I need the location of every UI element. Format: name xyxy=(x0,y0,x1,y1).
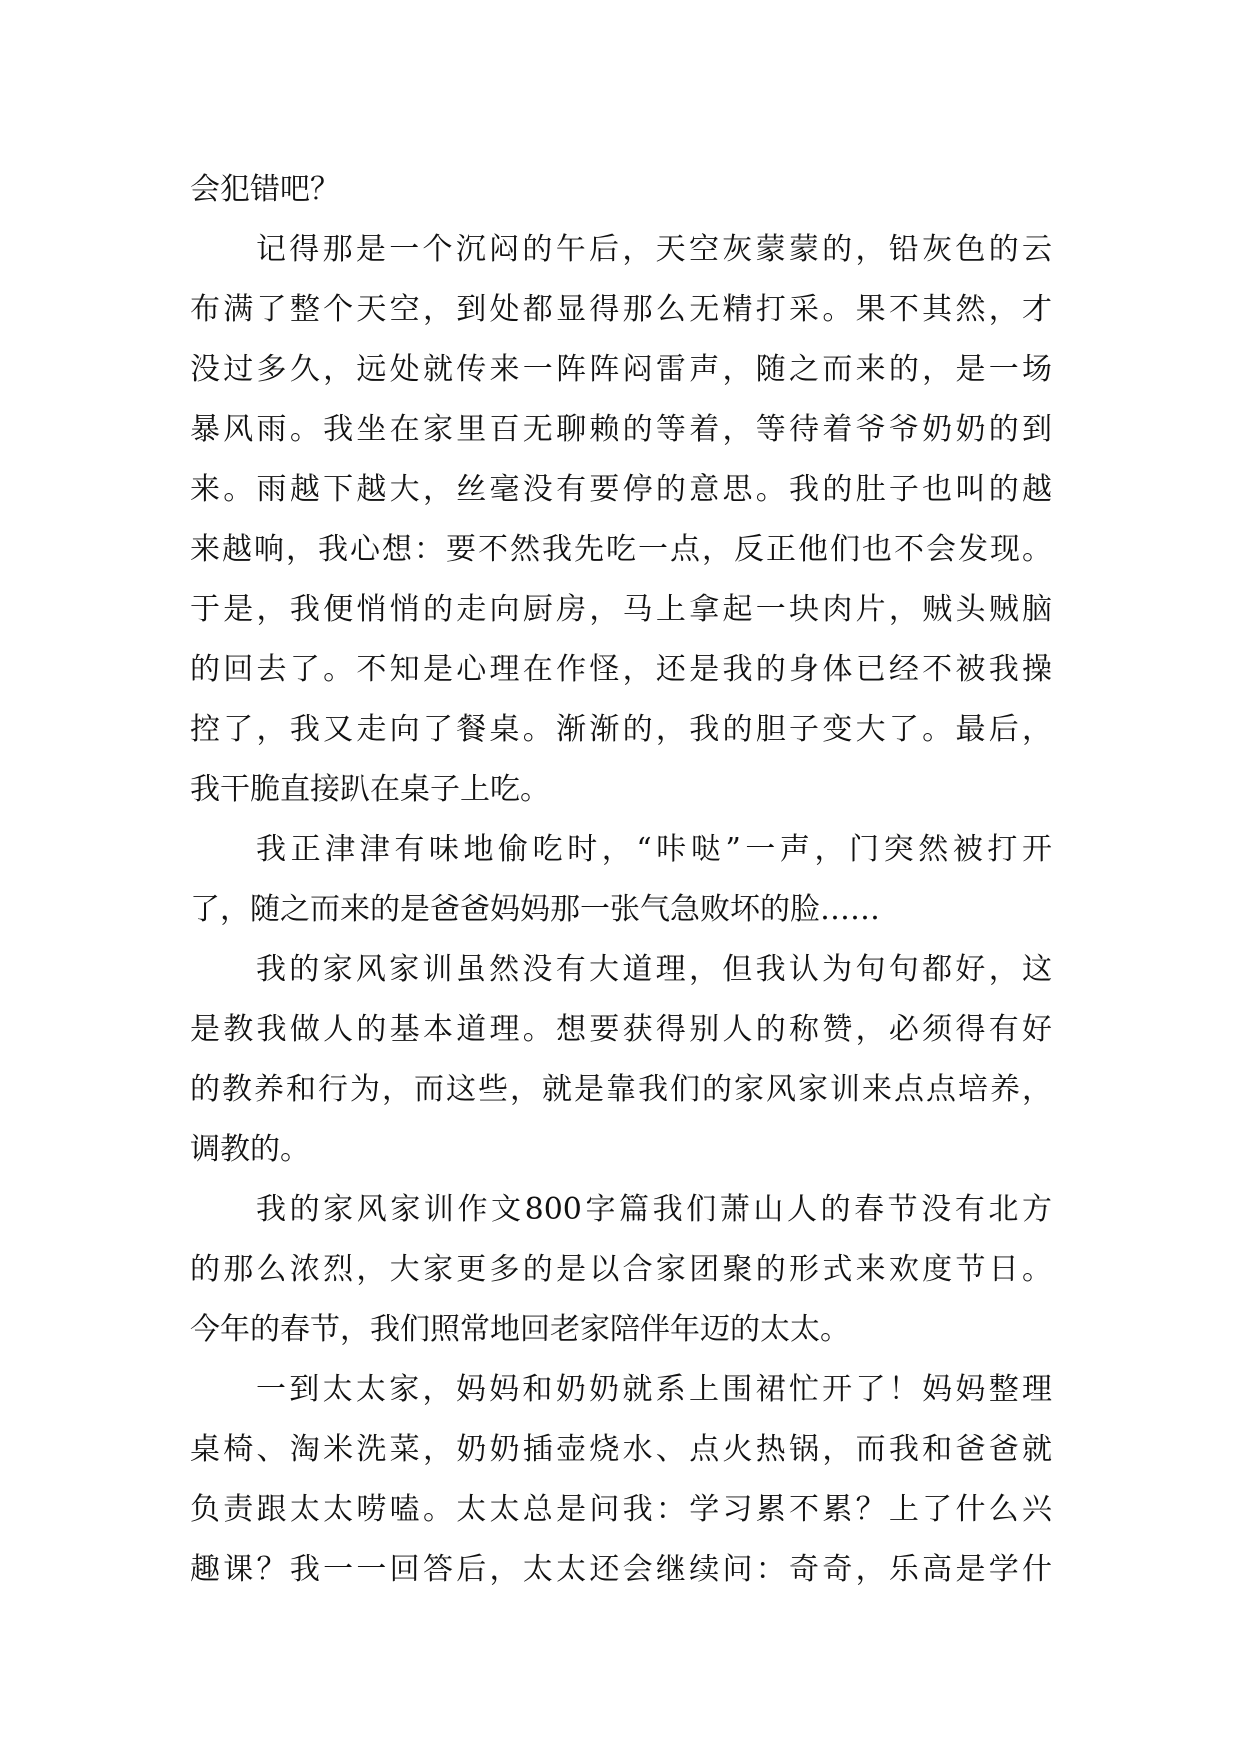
text-line: 的那么浓烈，大家更多的是以合家团聚的形式来欢度节日。 xyxy=(190,1252,1052,1287)
text-line: 布满了整个天空，到处都显得那么无精打采。果不其然，才 xyxy=(190,292,1052,327)
text-line: 调教的。 xyxy=(190,1132,310,1167)
text-line: 会犯错吧？ xyxy=(190,172,340,207)
text-line: 于是，我便悄悄的走向厨房，马上拿起一块肉片，贼头贼脑 xyxy=(190,592,1052,627)
paragraph-start-line: 我正津津有味地偷吃时，“咔哒”一声，门突然被打开 xyxy=(256,832,1052,867)
text-line: 来越响，我心想：要不然我先吃一点，反正他们也不会发现。 xyxy=(190,532,1052,567)
text-line: 暴风雨。我坐在家里百无聊赖的等着，等待着爷爷奶奶的到 xyxy=(190,412,1052,447)
text-line: 今年的春节，我们照常地回老家陪伴年迈的太太。 xyxy=(190,1312,850,1347)
document-body xyxy=(190,160,1052,1600)
paragraph-start-line: 记得那是一个沉闷的午后，天空灰蒙蒙的，铅灰色的云 xyxy=(256,232,1052,267)
paragraph-start-line: 一到太太家，妈妈和奶奶就系上围裙忙开了！妈妈整理 xyxy=(256,1372,1052,1407)
paragraph-start-line: 我的家风家训作文800字篇我们萧山人的春节没有北方 xyxy=(256,1192,1052,1227)
text-line: 的回去了。不知是心理在作怪，还是我的身体已经不被我操 xyxy=(190,652,1052,687)
text-line: 的教养和行为，而这些，就是靠我们的家风家训来点点培养， xyxy=(190,1072,1052,1107)
text-line: 了，随之而来的是爸爸妈妈那一张气急败坏的脸…… xyxy=(190,892,880,927)
paragraph-start-line: 我的家风家训虽然没有大道理，但我认为句句都好，这 xyxy=(256,952,1052,987)
text-line: 负责跟太太唠嗑。太太总是问我：学习累不累？上了什么兴 xyxy=(190,1492,1052,1527)
text-line: 来。雨越下越大，丝毫没有要停的意思。我的肚子也叫的越 xyxy=(190,472,1052,507)
text-line: 控了，我又走向了餐桌。渐渐的，我的胆子变大了。最后， xyxy=(190,712,1052,747)
text-line: 桌椅、淘米洗菜，奶奶插壶烧水、点火热锅，而我和爸爸就 xyxy=(190,1432,1052,1467)
text-line: 没过多久，远处就传来一阵阵闷雷声，随之而来的，是一场 xyxy=(190,352,1052,387)
text-line: 是教我做人的基本道理。想要获得别人的称赞，必须得有好 xyxy=(190,1012,1052,1047)
text-line: 趣课？我一一回答后，太太还会继续问：奇奇，乐高是学什 xyxy=(190,1552,1052,1587)
text-line: 我干脆直接趴在桌子上吃。 xyxy=(190,772,550,807)
